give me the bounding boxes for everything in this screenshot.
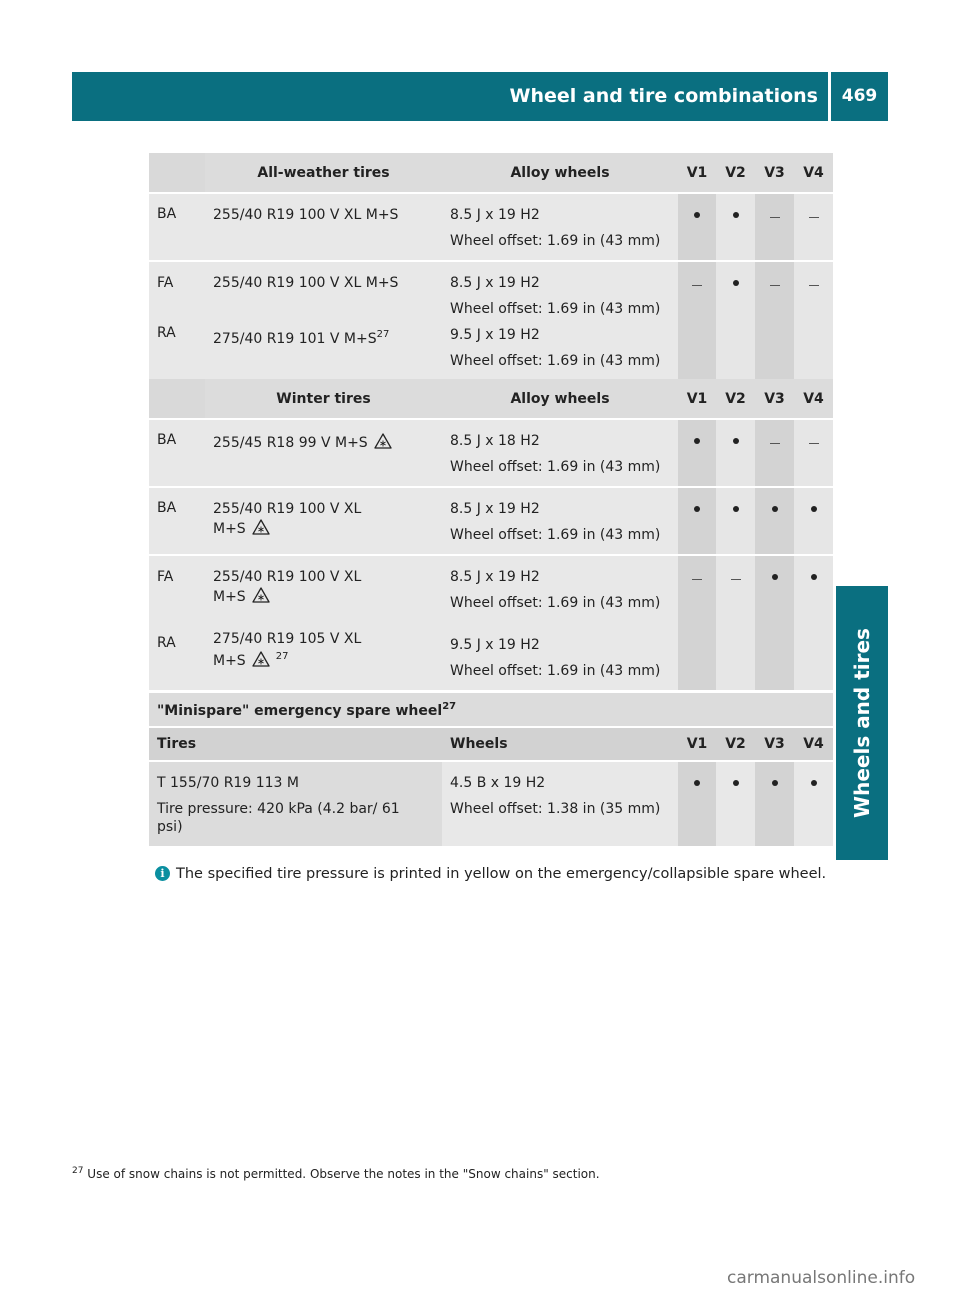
not-available-dash-icon	[692, 285, 702, 286]
snowflake-mountain-icon	[374, 432, 392, 450]
table-header-row	[149, 727, 833, 761]
available-dot-icon	[694, 780, 700, 786]
not-available-dash-icon	[809, 285, 819, 286]
col-header-v4: V4	[794, 727, 833, 761]
not-available-dash-icon	[692, 579, 702, 580]
available-dot-icon	[733, 212, 739, 218]
wheel-cell: 4.5 B x 19 H2 Wheel offset: 1.38 in (35 mm)	[442, 761, 678, 846]
wheel-cell: 8.5 J x 19 H2 Wheel offset: 1.69 in (43 mm) 9.5 J x 19 H2 Wheel offset: 1.69 in (43 mm)	[442, 555, 678, 690]
available-dot-icon	[733, 280, 739, 286]
snowflake-mountain-icon	[252, 586, 270, 604]
info-note	[155, 866, 855, 882]
col-header-tires: All-weather tires	[205, 153, 442, 193]
availability-mark	[678, 261, 716, 380]
availability-mark	[755, 193, 794, 261]
axle-cell: FA RA	[149, 261, 205, 380]
availability-mark	[794, 487, 833, 555]
available-dot-icon	[772, 574, 778, 580]
availability-mark	[678, 487, 716, 555]
available-dot-icon	[694, 212, 700, 218]
available-dot-icon	[733, 506, 739, 512]
table-header-row	[149, 153, 833, 193]
info-text: The specified tire pressure is printed in yellow on the emergency/collapsible spare wheel.	[176, 866, 827, 882]
col-header-v2: V2	[716, 153, 755, 193]
not-available-dash-icon	[770, 285, 780, 286]
footnote-ref: 27	[376, 329, 390, 340]
col-header-v1: V1	[678, 379, 716, 419]
col-header-v1: V1	[678, 727, 716, 761]
table-header-row	[149, 379, 833, 419]
availability-mark	[755, 261, 794, 380]
tire-cell: 255/40 R19 100 V XL M+S 275/40 R19 105 V XL M+S $^{27}$	[205, 555, 442, 690]
section-title: Wheel and tire combinations	[509, 85, 818, 107]
tire-cell: 255/40 R19 100 V XL M+S	[205, 193, 442, 261]
winter-tires-table	[149, 379, 833, 690]
wheel-cell: 8.5 J x 19 H2 Wheel offset: 1.69 in (43 mm)	[442, 487, 678, 555]
availability-mark	[794, 419, 833, 487]
col-header-v4: V4	[794, 379, 833, 419]
wheel-cell: 8.5 J x 18 H2 Wheel offset: 1.69 in (43 mm)	[442, 419, 678, 487]
footnote-ref: 27	[275, 651, 289, 662]
availability-mark	[716, 487, 755, 555]
availability-mark	[678, 761, 716, 846]
not-available-dash-icon	[809, 217, 819, 218]
availability-mark	[678, 193, 716, 261]
tire-cell: T 155/70 R19 113 M Tire pressure: 420 kPa (4.2 bar/ 61 psi)	[149, 761, 442, 846]
snowflake-mountain-icon	[252, 518, 270, 536]
axle-cell: BA	[149, 419, 205, 487]
table-row	[149, 555, 833, 690]
availability-mark	[794, 761, 833, 846]
spare-wheel-table	[149, 693, 833, 846]
availability-mark	[755, 555, 794, 690]
col-header-v2: V2	[716, 379, 755, 419]
spare-table-title: "Minispare" emergency spare wheel$^{27}$	[149, 693, 833, 727]
col-header-v2: V2	[716, 727, 755, 761]
availability-mark	[755, 487, 794, 555]
availability-mark	[716, 419, 755, 487]
footnote-ref: 27	[442, 700, 457, 712]
chapter-tab-label: Wheels and tires	[850, 628, 874, 818]
col-header-v3: V3	[755, 153, 794, 193]
available-dot-icon	[811, 780, 817, 786]
available-dot-icon	[694, 506, 700, 512]
axle-cell: BA	[149, 193, 205, 261]
not-available-dash-icon	[770, 443, 780, 444]
col-header-v3: V3	[755, 727, 794, 761]
not-available-dash-icon	[731, 579, 741, 580]
tire-cell: 255/45 R18 99 V M+S	[205, 419, 442, 487]
available-dot-icon	[811, 506, 817, 512]
availability-mark	[716, 555, 755, 690]
availability-mark	[716, 761, 755, 846]
availability-mark	[678, 555, 716, 690]
available-dot-icon	[694, 438, 700, 444]
wheel-cell: 8.5 J x 19 H2 Wheel offset: 1.69 in (43 mm)	[442, 193, 678, 261]
snowflake-mountain-icon	[252, 650, 270, 668]
availability-mark	[755, 761, 794, 846]
available-dot-icon	[772, 506, 778, 512]
available-dot-icon	[733, 438, 739, 444]
col-header-tires: Winter tires	[205, 379, 442, 419]
table-row	[149, 487, 833, 555]
availability-mark	[755, 419, 794, 487]
available-dot-icon	[733, 780, 739, 786]
axle-cell: BA	[149, 487, 205, 555]
col-header-v4: V4	[794, 153, 833, 193]
not-available-dash-icon	[770, 217, 780, 218]
table-title-row	[149, 693, 833, 727]
availability-mark	[716, 261, 755, 380]
table-row	[149, 419, 833, 487]
availability-mark	[716, 193, 755, 261]
not-available-dash-icon	[809, 443, 819, 444]
page-header	[72, 72, 888, 121]
axle-cell: FA RA	[149, 555, 205, 690]
footnote-number: 27	[72, 1166, 84, 1176]
availability-mark	[794, 555, 833, 690]
watermark: carmanualsonline.info	[727, 1268, 916, 1288]
col-header-v3: V3	[755, 379, 794, 419]
availability-mark	[794, 261, 833, 380]
footnote	[72, 1166, 600, 1181]
col-header-tires: Tires	[149, 727, 442, 761]
col-header-wheels: Alloy wheels	[442, 379, 678, 419]
available-dot-icon	[811, 574, 817, 580]
all-weather-tires-table	[149, 153, 833, 380]
table-row	[149, 261, 833, 380]
table-row	[149, 761, 833, 846]
col-header-v1: V1	[678, 153, 716, 193]
page-number: 469	[841, 86, 878, 106]
wheel-cell: 8.5 J x 19 H2 Wheel offset: 1.69 in (43 mm) 9.5 J x 19 H2 Wheel offset: 1.69 in (43 mm)	[442, 261, 678, 380]
tire-cell: 255/40 R19 100 V XL M+S	[205, 487, 442, 555]
info-icon: i	[155, 866, 170, 881]
availability-mark	[794, 193, 833, 261]
col-header-wheels: Alloy wheels	[442, 153, 678, 193]
available-dot-icon	[772, 780, 778, 786]
footnote-text: Use of snow chains is not permitted. Observe the notes in the "Snow chains" section.	[87, 1167, 600, 1181]
tire-cell: 255/40 R19 100 V XL M+S 275/40 R19 101 V $M+S^{27}$	[205, 261, 442, 380]
availability-mark	[678, 419, 716, 487]
table-row	[149, 193, 833, 261]
col-header-wheels: Wheels	[442, 727, 678, 761]
